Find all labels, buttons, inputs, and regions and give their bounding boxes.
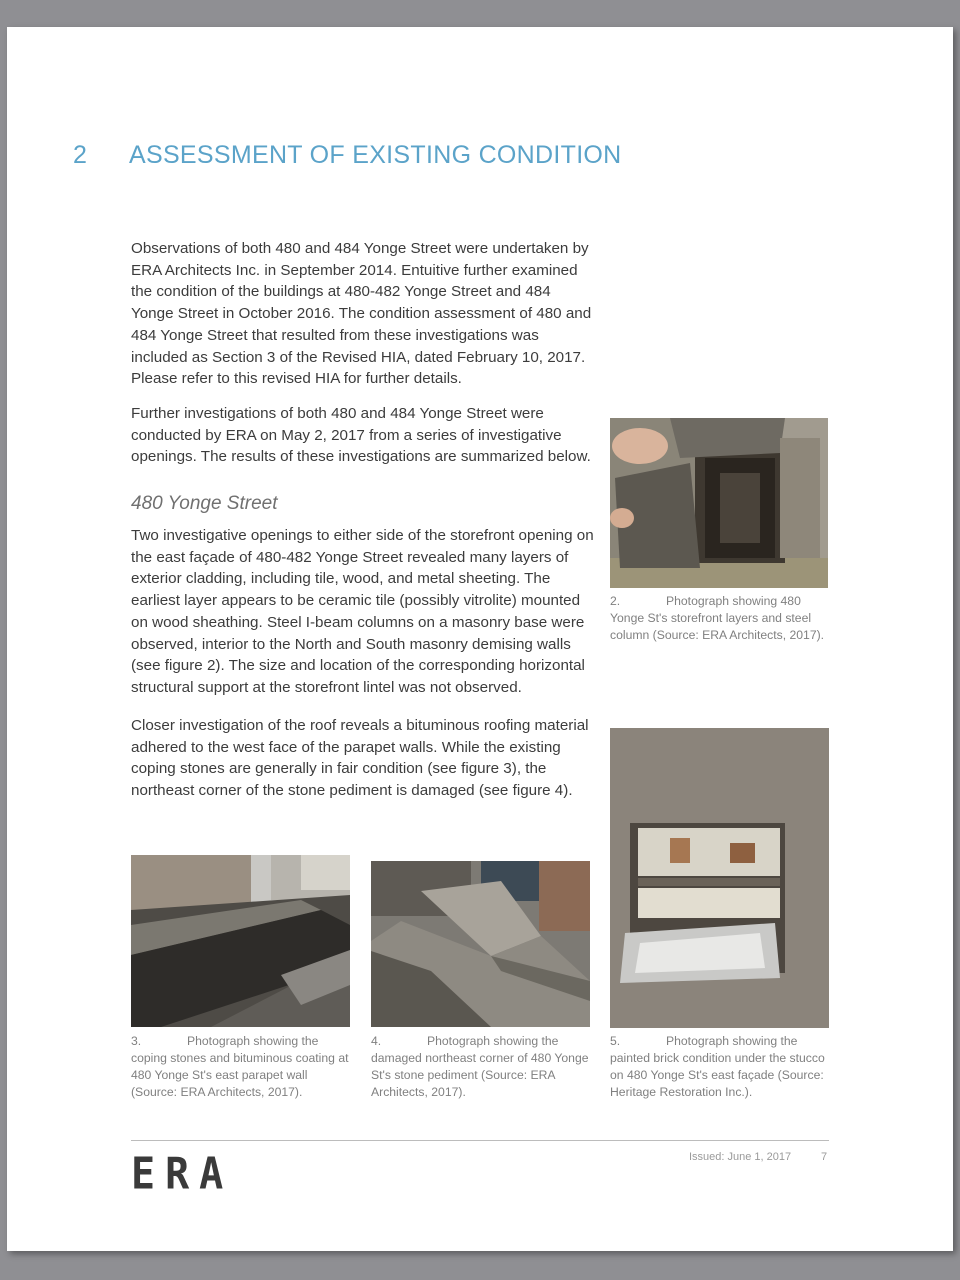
caption-text: Photograph showing the coping stones and bituminous coating at 480 Yonge St's east parapet wall (Source: ERA Architects, 2017). — [131, 1034, 349, 1099]
body-paragraph: Further investigations of both 480 and 484 Yonge Street were conducted by ERA on May 2, 2017 from a series of investigative openings. The results of these investigations are summarized below. — [131, 405, 591, 466]
body-paragraph: Closer investigation of the roof reveals a bituminous roofing material adhered to the west face of the parapet walls. While the existing coping stones are generally in fair condition (see figure 3), the northeast corner of the stone pediment is damaged (see figure 4). — [131, 717, 589, 800]
section-number: 2 — [73, 141, 88, 169]
subsection-heading: 480 Yonge Street — [131, 493, 278, 514]
section-title: ASSESSMENT OF EXISTING CONDITION — [129, 141, 622, 169]
figure-5-caption — [610, 1033, 834, 1101]
body-paragraph: Two investigative openings to either side of the storefront opening on the east façade of 480-482 Yonge Street revealed many layers of exterior cladding, including tile, wood, and metal sheeting. The earliest layer appears to be ceramic tile (possibly vitrolite) mounted on wood sheathing. Steel I-beam columns on a masonry base were observed, interior to the North and South masonry demising walls (see figure 2). The size and location of the corresponding horizontal structural support at the storefront lintel was not observed. — [131, 527, 594, 696]
body-paragraph: Observations of both 480 and 484 Yonge Street were undertaken by ERA Architects Inc. in September 2014. Entuitive further examined the condition of the buildings at 480-482 Yonge Street and 484 Yonge Street in October 2016. The condition assessment of 480 and 484 Yonge Street that resulted from these investigations was included as Section 3 of the Revised HIA, dated February 10, 2017. Please refer to this revised HIA for further details. — [131, 240, 592, 388]
caption-text: Photograph showing the damaged northeast corner of 480 Yonge St's stone pediment (Source: ERA Architects, 2017). — [371, 1034, 589, 1099]
figure-4-photo — [371, 861, 590, 1027]
caption-text: Photograph showing the painted brick condition under the stucco on 480 Yonge St's east façade (Source: Heritage Restoration Inc.). — [610, 1034, 825, 1099]
figure-number: 3. — [131, 1034, 142, 1048]
figure-2-photo — [610, 418, 828, 588]
caption-text: Photograph showing 480 Yonge St's storefront layers and steel column (Source: ERA Architects, 2017). — [610, 594, 825, 642]
page-number: 7 — [821, 1151, 828, 1163]
figure-3-caption — [131, 1033, 355, 1101]
figure-number: 4. — [371, 1034, 382, 1048]
figure-3-photo — [131, 855, 350, 1027]
document-page — [7, 27, 953, 1251]
figure-2-caption — [610, 593, 834, 644]
issued-date: Issued: June 1, 2017 — [689, 1151, 792, 1163]
figure-5-photo — [610, 728, 829, 1028]
footer-divider — [131, 1140, 829, 1141]
figure-4-caption — [371, 1033, 595, 1101]
figure-number: 5. — [610, 1034, 621, 1048]
figure-number: 2. — [610, 594, 621, 608]
era-logo: ERA — [131, 1149, 234, 1200]
